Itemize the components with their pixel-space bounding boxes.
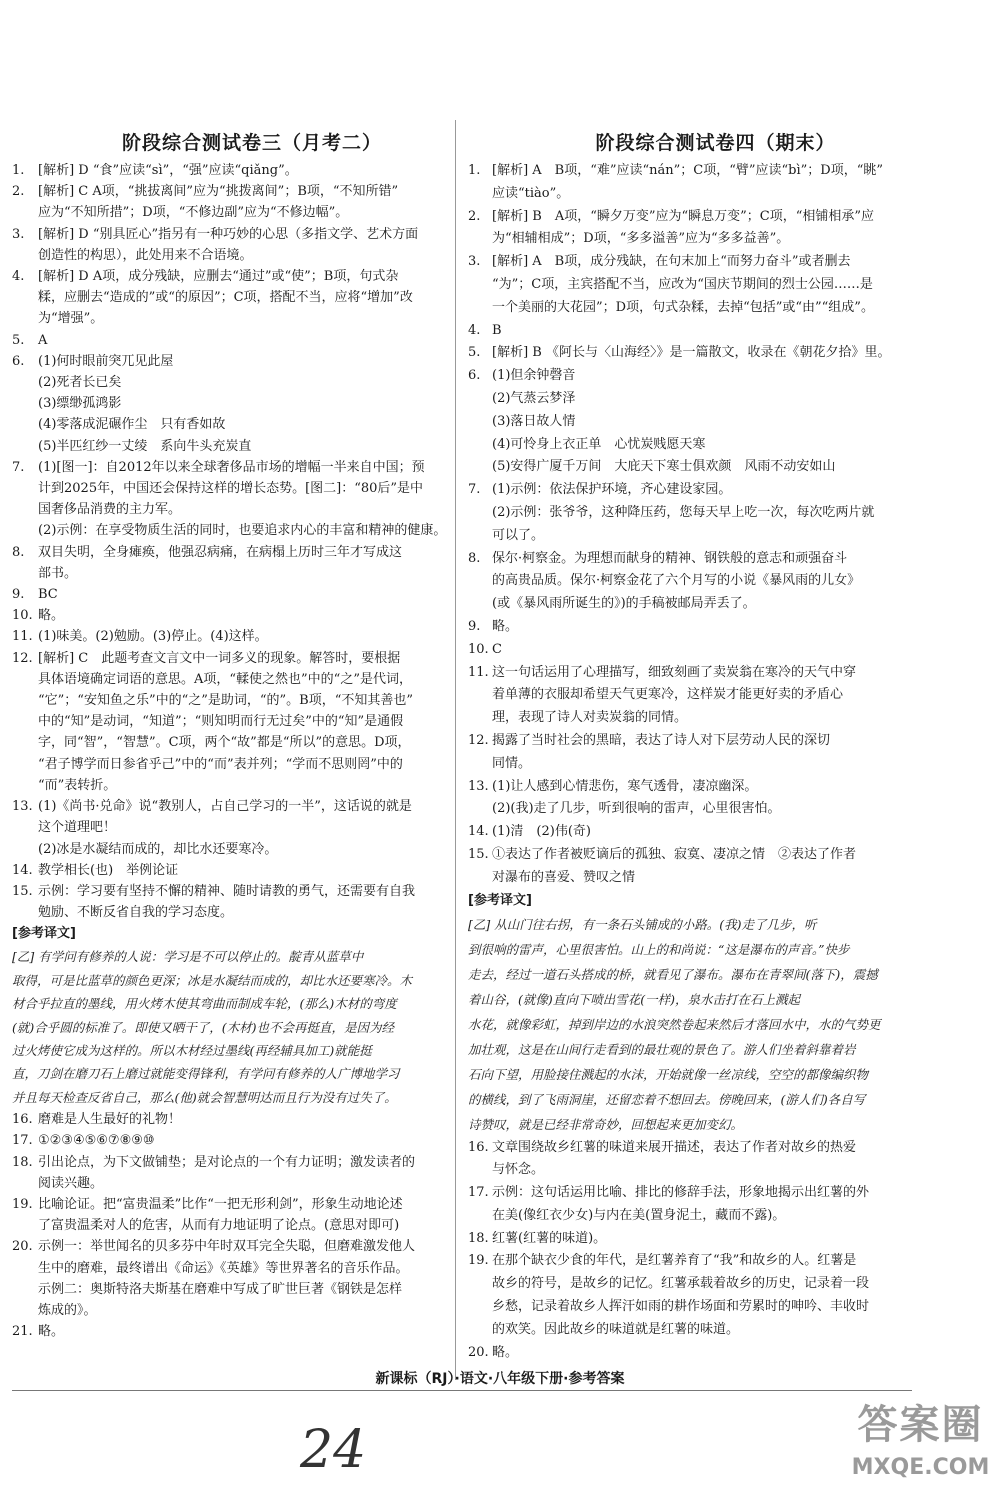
answer-line: [解析] C A项，“挑拔离间”应为“挑拨离间”；B项，“不知所错” [38,184,399,200]
answer-number: 20. [468,1344,489,1360]
answer-line: “它”；“安知鱼之乐”中的“之”是助词，“的”。B项，“不知其善也” [38,693,414,709]
answer-number: 13. [12,799,33,815]
answer-item [468,1228,903,1251]
answer-line: 比喻论证。把“富贵温柔”比作“一把无形利剑”，形象生动地论述 [38,1196,403,1212]
answer-line: 创造性的构思），此处用来不合语境。 [38,247,253,263]
answer-line: 这个道理吧！ [38,820,117,836]
watermark-url: MXQE.COM [851,1455,990,1480]
answer-number: 11. [468,664,489,680]
answer-text [38,626,462,647]
answer-text [38,351,462,457]
answer-line: 示例一：举世闻名的贝多芬中年时双耳完全失聪，但磨难激发他人 [38,1239,416,1255]
translation-line: 走去，经过一道石头搭成的桥，就看见了瀑布。瀑布在青翠间(落下)，震撼 [468,966,878,982]
answer-text [492,548,903,616]
answer-line: [解析] D “食”应读“sì”，“强”应读“qiǎng”。 [38,163,298,178]
answer-line: (2)示例：在享受物质生活的同时，也要追求内心的丰富和精神的健康。 [38,523,447,539]
answer-line: (2)死者长已矣 [38,375,122,391]
answer-text [492,1342,903,1365]
answer-number: 7. [468,482,481,498]
answer-item [468,548,903,616]
test4-reference-translation [468,912,903,1137]
answer-number: 1. [468,163,481,178]
answer-item [468,662,903,730]
answer-item [468,616,903,639]
answer-number: 12. [12,650,33,666]
answer-item [12,1321,462,1342]
translation-line: 加壮观，这是在山间行走看到的最壮观的景色了。游人们坐着斜靠着岩 [468,1041,856,1057]
translation-line: 过火烤使它成为这样的。所以木材经过墨线(再经辅具加工)就能挺 [12,1042,372,1058]
answer-line: 故乡的符号，是故乡的记忆。红薯承载着故乡的历史，记录着一段 [492,1276,870,1292]
answer-number: 15. [12,883,33,899]
answer-text [38,1236,462,1321]
answer-number: 5. [12,332,25,348]
answer-line: 具体语境确定词语的意思。A项，“輮使之然也”中的“之”是代词， [38,671,412,687]
answer-item [12,1236,462,1321]
answer-line: (4)可怜身上衣正单 心忧炭贱愿天寒 [492,436,706,452]
answer-line: “君子博学而日参省乎己”中的“而”表并列；“学而不思则罔”中的 [38,756,403,772]
answer-text [38,266,462,330]
answer-number: 2. [12,184,25,200]
translation-line: 石向下望，用脸接住溅起的水沫，开始就像一丝凉线，空空的都像编织物 [468,1066,869,1082]
answer-item [468,206,903,252]
answer-line: [解析] A B项，“难”应读“nán”；C项，“臂”应读“bì”；D项，“眺” [492,163,884,178]
test4-title: 阶段综合测试卷四（期末） [595,132,836,154]
answer-text [492,479,903,547]
answer-text [38,605,462,626]
translation-line: 并且每天检查反省自己，那么(他)就会智慧明达而且行为没有过失了。 [12,1089,397,1105]
answer-text [492,730,903,776]
right-column [468,128,903,1364]
answer-number: 10. [12,608,33,624]
answer-text [38,160,462,181]
answer-text [38,648,462,796]
answer-number: 14. [12,862,33,878]
answer-text [38,1130,462,1151]
answer-item [468,160,903,206]
answer-number: 14. [468,824,489,840]
answer-item [468,342,903,365]
answer-text [38,181,462,223]
answer-line: [解析] B 《阿长与〈山海经〉》是一篇散文，收录在《朝花夕拾》里。 [492,345,891,361]
answer-text [38,881,462,923]
answer-line: (2)冰是水凝结而成的，却比水还要寒冷。 [38,841,278,857]
answer-item [468,1137,903,1183]
answer-item [12,626,462,647]
answer-line: 引出论点，为下文做铺垫；是对论点的一个有力证明；激发读者的 [38,1154,416,1170]
test3-reference-translation [12,945,462,1109]
answer-line: 略。 [38,1324,65,1340]
answer-item [12,1130,462,1151]
answer-number: 9. [12,587,25,603]
watermark-logo [848,1395,993,1495]
answer-line: (1)清 (2)伟(奇) [492,824,591,840]
answer-item [12,584,462,605]
answer-number: 12. [468,732,489,748]
answer-line: 红薯(红薯的味道)。 [492,1230,607,1246]
answer-number: 19. [468,1253,489,1269]
answer-line: 中的“知”是动词，“知道”；“则知明而行无过矣”中的“知”是通假 [38,714,404,730]
answer-line: 与怀念。 [492,1162,545,1178]
answer-item [12,330,462,351]
answer-item [12,160,462,181]
answer-text [492,1137,903,1183]
answer-line: 这一句话运用了心理描写，细致刻画了卖炭翁在寒冷的天气中穿 [492,664,857,680]
answer-line: (4)零落成泥碾作尘 只有香如故 [38,417,226,433]
footer-rule [12,1390,912,1391]
answer-item [468,479,903,547]
answer-line: B [492,322,502,338]
answer-number: 4. [12,269,25,285]
answer-text [38,542,462,584]
answer-line: 为“增强”。 [38,311,104,327]
test4-reference-heading: [参考译文] [468,892,532,908]
answer-line: [解析] A B项，成分残缺，在句末加上“而努力奋斗”或者删去 [492,254,851,270]
answer-text [492,821,903,844]
answer-number: 11. [12,629,33,645]
answer-number: 3. [12,226,25,242]
answer-number: 13. [468,778,489,794]
answer-line: 保尔·柯察金。为理想而献身的精神、钢铁般的意志和顽强奋斗 [492,550,848,566]
answer-line: C [492,641,502,657]
answer-line: 生中的磨难，最终谱出《命运》《英雄》等世界著名的音乐作品。 [38,1260,409,1276]
answer-line: (2)(我)走了几步，听到很响的雷声，心里很害怕。 [492,801,781,817]
translation-line: (就)合乎圆的标准了。即使又晒干了，(木材)也不会再挺直，是因为经 [12,1019,395,1035]
answer-text [492,616,903,639]
answer-item [468,639,903,662]
answer-item [12,1109,462,1130]
answer-number: 21. [12,1324,33,1340]
answer-item [12,605,462,626]
answer-text [492,320,903,343]
answer-line: ①②③④⑤⑥⑦⑧⑨⑩ [38,1133,155,1149]
answer-line: 部书。 [38,565,78,581]
answer-line: (5)安得广厦千万间 大庇天下寒士俱欢颜 风雨不动安如山 [492,459,836,475]
answer-line: BC [38,587,58,603]
answer-text [492,365,903,479]
answer-line: 字，同“智”，“智慧”。C项，两个“故”都是“所以”的意思。D项， [38,735,411,751]
answer-line: 示例二：奥斯特洛夫斯基在磨难中写成了旷世巨著《钢铁是怎样 [38,1281,403,1297]
answer-line: 计到2025年，中国还会保持这样的增长态势。[图二]：“80后”是中 [38,481,424,497]
answer-line: (5)半匹红纱一丈绫 系向牛头充炭直 [38,438,252,454]
answer-text [38,457,462,542]
answer-line: (1)味美。(2)勉励。(3)停止。(4)这样。 [38,629,268,645]
answer-line: 阅读兴趣。 [38,1175,104,1191]
answer-line: (3)缥缈孤鸿影 [38,396,122,412]
answer-line: (2)示例：张爷爷，这种降压药，您每天早上吃一次，每次吃两片就 [492,504,875,520]
answer-number: 16. [468,1139,489,1155]
answer-line: 勉励、不断反省自我的学习态度。 [38,905,234,921]
answer-number: 10. [468,641,489,657]
answer-text [492,1250,903,1341]
answer-line: [解析] C 此题考查文言文中一词多义的现象。解答时，要根据 [38,650,401,666]
answer-item [468,251,903,319]
answer-text [492,1228,903,1251]
answer-item [468,1182,903,1228]
translation-line: 到很响的雷声，心里很害怕。山上的和尚说：“这是瀑布的声音。”快步 [468,941,850,957]
answer-line: 磨难是人生最好的礼物！ [38,1112,182,1128]
test3-answers-continued [12,1109,462,1342]
answer-line: ①表达了作者被贬谪后的孤独、寂寞、凄凉之情 ②表达了作者 [492,846,857,862]
answer-number: 5. [468,345,481,361]
answer-item [12,1152,462,1194]
answer-line: 应为“不知所措”；D项，“不修边副”应为“不修边幅”。 [38,205,349,221]
answer-item [468,776,903,822]
answer-line: 在那个缺衣少食的年代，是红薯养育了“我”和故乡的人。红薯是 [492,1253,857,1269]
translation-line: 直，刀剑在磨刀石上磨过就能变得锋利，有学问有修养的人广博地学习 [12,1066,400,1082]
answer-item [12,860,462,881]
answer-number: 6. [12,353,25,369]
answer-line: (1)《尚书·兑命》说“教别人，占自己学习的一半”，这话说的就是 [38,799,412,815]
answer-number: 4. [468,322,481,338]
answer-number: 18. [468,1230,489,1246]
answer-number: 7. [12,459,25,475]
test4-answers-continued [468,1137,903,1365]
answer-line: “而”表转折。 [38,777,117,793]
answer-text [492,160,903,206]
answer-number: 3. [468,254,481,270]
handwritten-page-number: 24 [300,1420,367,1480]
answer-text [38,1109,462,1130]
answer-line: 文章围绕故乡红薯的味道来展开描述，表达了作者对故乡的热爱 [492,1139,857,1155]
translation-line: 着山谷，(就像)直向下喷出雪花(一样)，泉水击打在石上溅起 [468,991,801,1007]
answer-line: 了富贵温柔对人的危害，从而有力地证明了论点。(意思对即可) [38,1218,400,1234]
answer-line: [解析] D A项，成分残缺，应删去“通过”或“使”；B项，句式杂 [38,269,399,285]
answer-number: 17. [468,1185,489,1201]
answer-number: 17. [12,1133,33,1149]
answer-line: 略。 [38,608,65,624]
answer-line: (或《暴风雨所诞生的》)的手稿被邮局弄丢了。 [492,596,756,612]
answer-line: 揭露了当时社会的黑暗，表达了诗人对下层劳动人民的深切 [492,732,831,748]
answer-text [38,1321,462,1342]
answer-line: 在美(像红衣少女)与内在美(置身泥土，藏而不露)。 [492,1207,786,1223]
answer-number: 19. [12,1196,33,1212]
answer-number: 6. [468,368,481,384]
answer-line: [解析] B A项，“瞬夕万变”应为“瞬息万变”；C项，“相铺相承”应 [492,208,875,224]
answer-text [492,662,903,730]
translation-line: 取得，可是比蓝草的颜色更深；冰是水凝结而成的，却比水还要寒冷。木 [12,972,413,988]
answer-item [12,1194,462,1236]
answer-line: 略。 [492,618,519,634]
answer-line: 示例：这句话运用比喻、排比的修辞手法，形象地揭示出红薯的外 [492,1185,870,1201]
answer-item [468,1342,903,1365]
answer-line: “为”；C项，主宾搭配不当，应改为“国庆节期间的烈士公园……是 [492,276,873,292]
answer-text [492,1182,903,1228]
answer-text [38,796,462,860]
answer-line: (1)[图一]：自2012年以来全球奢侈品市场的增幅一半来自中国；预 [38,459,425,475]
answer-line: 同情。 [492,755,532,771]
answer-number: 18. [12,1154,33,1170]
answer-number: 8. [12,544,25,560]
answer-item [12,542,462,584]
answer-line: [解析] D “别具匠心”指另有一种巧妙的心思（多指文学、艺术方面 [38,226,419,242]
test3-answers [12,160,462,923]
answer-number: 15. [468,846,489,862]
answer-line: 双目失明，全身瘫痪，他强忍病痛，在病榻上历时三年才写成这 [38,544,403,560]
answer-line: 的高贵品质。保尔·柯察金花了六个月写的小说《暴风雨的儿女》 [492,573,861,589]
answer-number: 2. [468,208,481,224]
answer-line: 为“相辅相成”；D项，“多多溢善”应为“多多益善”。 [492,231,790,247]
answer-text [492,776,903,822]
answer-text [38,1194,462,1236]
test3-reference-heading: [参考译文] [12,926,76,942]
answer-line: 应读“tiào”。 [492,185,570,201]
answer-line: 教学相长(也) 举例论证 [38,862,179,878]
answer-number: 9. [468,618,481,634]
answer-line: 略。 [492,1344,519,1360]
answer-item [468,320,903,343]
answer-item [12,181,462,223]
test4-answers [468,160,903,890]
answer-item [12,224,462,266]
answer-item [468,821,903,844]
answer-line: A [38,332,48,348]
answer-line: 示例：学习要有坚持不懈的精神、随时请教的勇气，还需要有自我 [38,883,416,899]
answer-line: 着单薄的衣服却希望天气更寒冷，这样炭才能更好卖的矛盾心 [492,687,844,703]
answer-line: 的欢笑。因此故乡的味道就是红薯的味道。 [492,1321,740,1337]
answer-line: 国奢侈品消费的主力军。 [38,502,182,518]
answer-text [492,206,903,252]
answer-item [12,266,462,330]
test3-title: 阶段综合测试卷三（月考二） [121,132,382,154]
answer-number: 16. [12,1112,33,1128]
answer-text [38,1152,462,1194]
watermark-logo-text: 答案圈 [857,1402,984,1448]
answer-item [468,730,903,776]
answer-number: 1. [12,163,25,178]
answer-text [38,224,462,266]
answer-line: (3)落日故人情 [492,413,576,429]
translation-line: 材合乎拉直的墨线，用火烤木使其弯曲而制成车轮，(那么)木材的弯度 [12,996,397,1012]
answer-number: 8. [468,550,481,566]
translation-line: 的横线，到了飞雨洞崖，还留恋着不想回去。傍晚回来，(游人们)各自写 [468,1091,866,1107]
answer-number: 20. [12,1239,33,1255]
answer-line: 炼成的》。 [38,1302,97,1318]
answer-item [468,365,903,479]
answer-item [468,1250,903,1341]
answer-text [38,584,462,605]
answer-text [492,342,903,365]
left-column [12,128,462,1342]
answer-item [12,881,462,923]
answer-line: 糅，应删去“造成的”或“的原因”；C项，搭配不当，应将“增加”改 [38,290,413,306]
answer-line: 可以了。 [492,527,545,543]
answer-line: (1)何时眼前突兀见此屋 [38,353,174,369]
answer-text [492,251,903,319]
page-footer: 新课标（RJ）·语文·八年级下册·参考答案 [375,1371,625,1387]
answer-text [492,639,903,662]
answer-line: (2)气蒸云梦泽 [492,390,576,406]
translation-line: [乙] 从山门往右拐，有一条石头铺成的小路。(我)走了几步，听 [468,916,817,932]
answer-line: 对瀑布的喜爱、赞叹之情 [492,869,636,885]
answer-item [468,844,903,890]
answer-line: 一个美丽的大花园”；D项，句式杂糅，去掉“包括”或“由”“组成”。 [492,299,874,315]
answer-line: 理，表现了诗人对卖炭翁的同情。 [492,710,688,726]
translation-line: 水花，就像彩虹，掉到岸边的水浪突然卷起来然后才落回水中，水的气势更 [468,1016,881,1032]
answer-text [492,844,903,890]
answer-line: 乡愁，记录着故乡人挥汗如雨的耕作场面和劳累时的呻吟、丰收时 [492,1299,870,1315]
translation-line: [乙] 有学问有修养的人说：学习是不可以停止的。靛青从蓝草中 [12,949,364,965]
answer-text [38,860,462,881]
answer-line: (1)示例：依法保护环境，齐心建设家园。 [492,482,732,498]
answer-line: (1)让人感到心情悲伤，寒气透骨，凄凉幽深。 [492,778,758,794]
answer-item [12,648,462,796]
answer-text [38,330,462,351]
answer-item [12,351,462,457]
answer-item [12,457,462,542]
translation-line: 诗赞叹，就是已经非常奇妙，回想起来更加变幻。 [468,1116,744,1132]
answer-line: (1)但余钟磬音 [492,368,576,384]
answer-item [12,796,462,860]
